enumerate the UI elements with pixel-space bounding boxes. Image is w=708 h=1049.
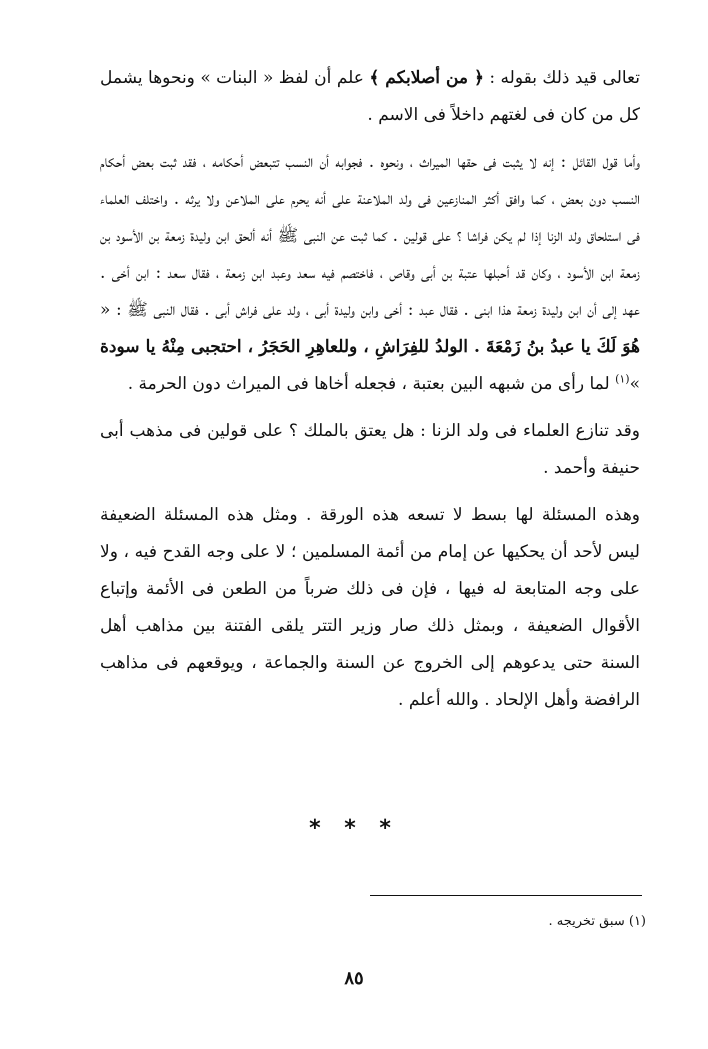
paragraph-4: وهذه المسئلة لها بسط لا تسعه هذه الورقة . ومثل هذه المسئلة الضعيفة ليس لأحد أن يحكيها عن إمام من أئمة المسلمين ؛ لا على وجه القدح فيه ، ولا على وجه المتابعة له فيها ، فإن فى ذلك ضرباً من الطعن فى الأئمة وإتباع الأقوال الضعيفة ، وبمثل ذلك صار وزير التتر يلقى الفتنة بين مذاهب أهل السنة حتى يدعوهم إلى الخروج عن السنة والجماعة ، ويوقعهم فى مذاهب الرافضة وأهل الإلحاد . والله أعلم . — [100, 505, 640, 710]
p2-text-start: وأما قول القائل : إنه لا يثبت فى حقها الميراث ، ونحوه . فجوابه أن النسب تتبعض أحكامه ، فقد ثبت بعض أحكام النسب دون بعض ، كما وافق أكثر المنازعين فى ولد الملاعنة على أنه يحرم على الملاعن ولا يرثه . واختلف العلماء فى استلحاق ولد الزنا إذا لم يكن فراشا ؟ على قولين . كما ثبت عن النبى ﷺ أنه ألحق ابن وليدة زمعة بن الأسود بن زمعة ابن الأسود ، وكان قد أحبلها عتبة بن أبى وقاص ، فاختصم فيه سعد وعبد ابن زمعة ، فقال سعد : ابن أخى . عهد إلى أن ابن وليدة زمعة هذا ابنى . فقال عبد : أخى وابن وليدة أبى ، ولد على فراش أبى . فقال النبى ﷺ : « — [100, 152, 640, 320]
quran-quote: ﴿ من أصلابكم ﴾ — [369, 68, 484, 88]
p2-quote-close: » — [629, 374, 640, 394]
footnote-reference[interactable]: (١) — [615, 372, 630, 386]
section-separator: * * * — [309, 816, 399, 841]
hadith-quote: هُوَ لَكَ يا عبدُ بنُ زَمْعَةَ . الولدُ للفِرَاشِ ، وللعاهِرِ الحَجَرُ ، احتجبى مِنْهُ يا سودة — [100, 337, 640, 357]
footnote: (١) سبق تخريجه . — [548, 914, 646, 929]
paragraph-2 — [100, 144, 640, 403]
p2-text-end: لما رأى من شبهه البين بعتبة ، فجعله أخاها فى الميراث دون الحرمة . — [127, 374, 616, 394]
main-text — [100, 60, 640, 719]
paragraph-3: وقد تنازع العلماء فى ولد الزنا : هل يعتق بالملك ؟ على قولين فى مذهب أبى حنيفة وأحمد . — [100, 421, 640, 478]
p1-text-start: تعالى قيد ذلك بقوله : — [483, 68, 640, 88]
p1-text-end: علم أن لفظ « البنات » ونحوها يشمل كل من كان فى لغتهم داخلاً فى الاسم . — [100, 68, 640, 125]
footnote-divider — [370, 895, 642, 896]
paragraph-1 — [100, 60, 640, 134]
page-number: ٨٥ — [344, 968, 364, 989]
